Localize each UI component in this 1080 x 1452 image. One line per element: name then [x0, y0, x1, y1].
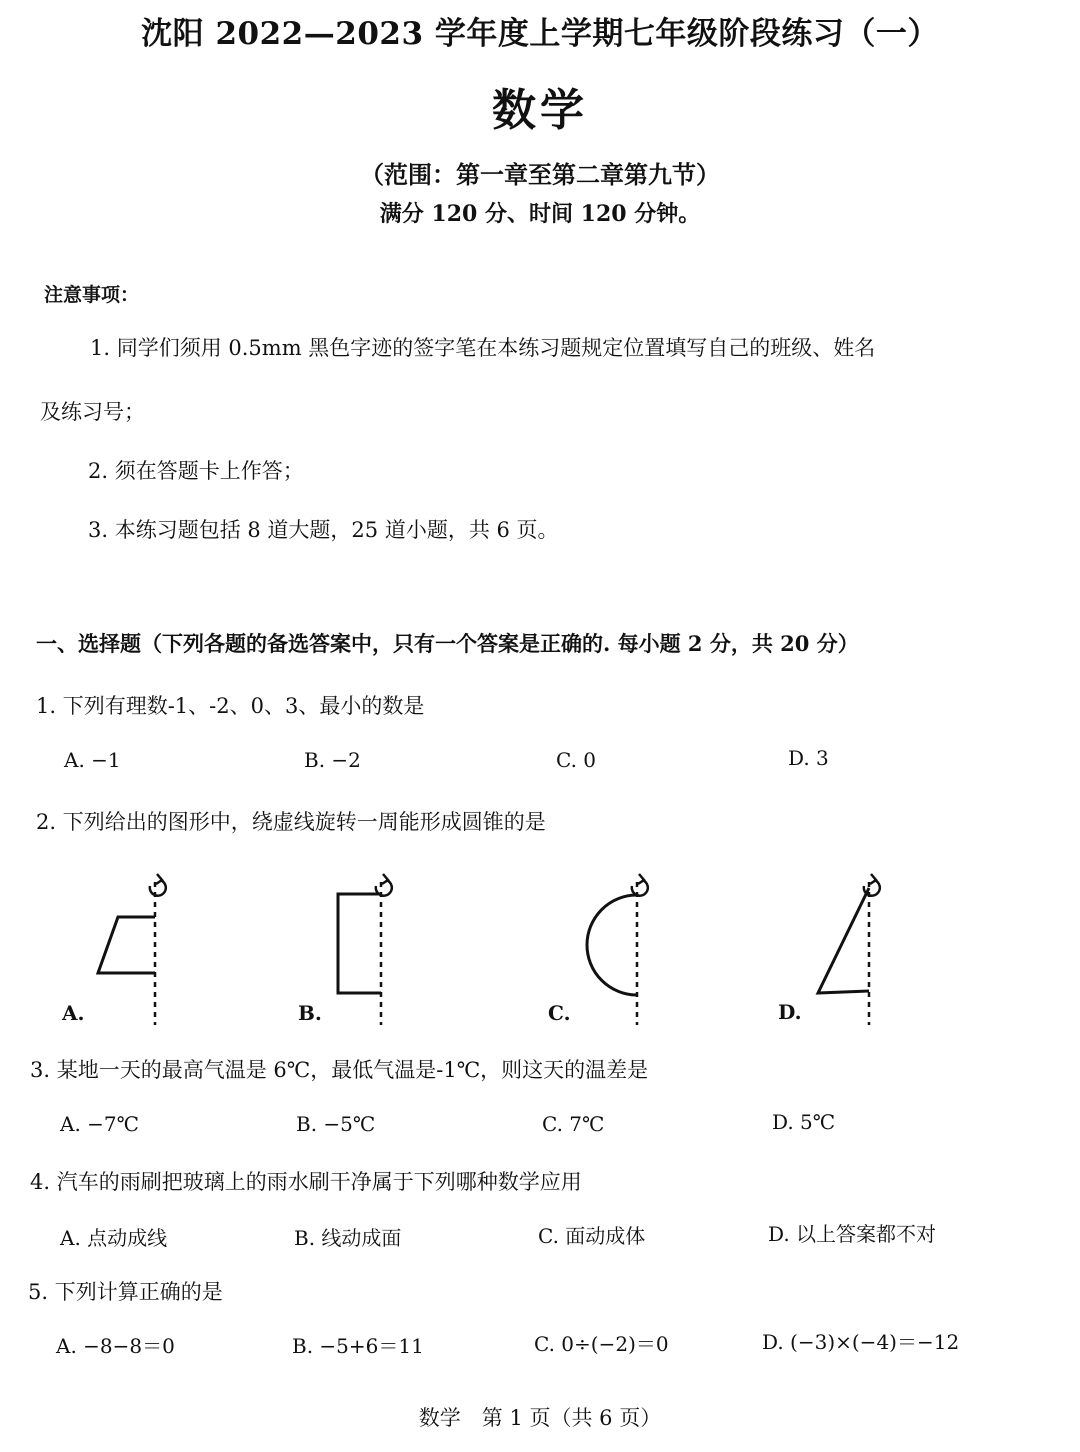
subject-title: 数学	[492, 85, 588, 136]
figure-b-rectangle	[338, 874, 392, 1025]
exam-scope: （范围：第一章至第二章第九节）	[360, 160, 720, 189]
question-3-option-a: A. −7℃	[60, 1112, 140, 1136]
question-5-option-a: A. −8−8＝0	[56, 1334, 175, 1358]
figure-a-trapezoid	[98, 874, 166, 1025]
question-4-option-c: C. 面动成体	[538, 1224, 646, 1248]
figure-d-triangle	[818, 874, 880, 1025]
question-2-option-b: B.	[298, 1001, 322, 1025]
question-5-stem: 5. 下列计算正确的是	[28, 1280, 223, 1304]
question-4-option-a: A. 点动成线	[60, 1226, 168, 1250]
question-3-option-c: C. 7℃	[542, 1112, 605, 1136]
question-5-option-c: C. 0÷(−2)＝0	[534, 1332, 669, 1356]
question-2-option-c: C.	[548, 1001, 571, 1025]
note-item-1: 1. 同学们须用 0.5mm 黑色字迹的签字笔在本练习题规定位置填写自己的班级、姓名	[90, 336, 876, 360]
question-1-option-b: B. −2	[304, 748, 361, 772]
question-2-figures	[0, 860, 1080, 1030]
question-2-option-a: A.	[62, 1001, 85, 1025]
note-item-2: 2. 须在答题卡上作答；	[88, 459, 304, 483]
note-item-1-continued: 及练习号；	[40, 400, 145, 424]
question-1-option-a: A. −1	[64, 748, 121, 772]
score-time: 满分 120 分、时间 120 分钟。	[379, 201, 701, 227]
question-5-option-d: D. (−3)×(−4)＝−12	[762, 1330, 960, 1354]
question-3-option-d: D. 5℃	[772, 1110, 836, 1134]
question-5-option-b: B. −5+6＝11	[292, 1334, 424, 1358]
question-4-option-b: B. 线动成面	[294, 1226, 402, 1250]
exam-title: 沈阳 2022—2023 学年度上学期七年级阶段练习（一）	[141, 16, 939, 52]
figure-c-semicircle	[587, 874, 648, 1025]
question-2-stem: 2. 下列给出的图形中，绕虚线旋转一周能形成圆锥的是	[36, 810, 546, 834]
question-1-stem: 1. 下列有理数-1、-2、0、3、最小的数是	[36, 694, 425, 718]
section-heading: 一、选择题（下列各题的备选答案中，只有一个答案是正确的. 每小题 2 分，共 20 分）	[36, 631, 859, 656]
page-footer: 数学 第 1 页（共 6 页）	[418, 1406, 662, 1430]
question-2-option-d: D.	[778, 1000, 802, 1024]
question-4-option-d: D. 以上答案都不对	[768, 1222, 937, 1246]
question-1-option-c: C. 0	[556, 748, 597, 772]
question-1-option-d: D. 3	[788, 746, 829, 770]
question-3-option-b: B. −5℃	[296, 1112, 376, 1136]
question-4-stem: 4. 汽车的雨刷把玻璃上的雨水刷干净属于下列哪种数学应用	[30, 1170, 582, 1194]
question-3-stem: 3. 某地一天的最高气温是 6℃，最低气温是-1℃，则这天的温差是	[30, 1058, 649, 1082]
notes-heading: 注意事项：	[44, 284, 140, 306]
note-item-3: 3. 本练习题包括 8 道大题，25 道小题，共 6 页。	[88, 518, 559, 542]
